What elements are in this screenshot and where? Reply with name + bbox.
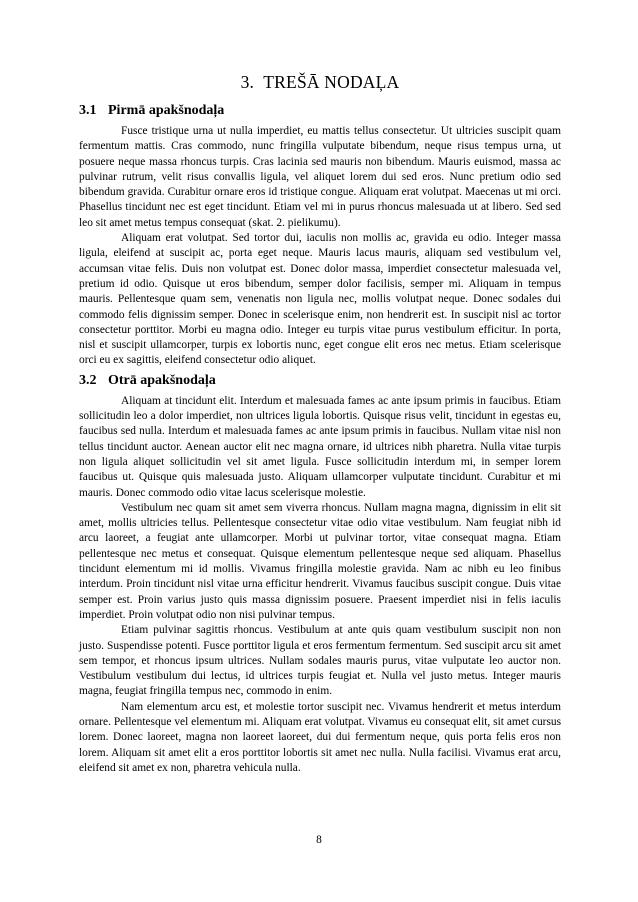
page-number: 8 xyxy=(316,834,322,846)
chapter-title xyxy=(79,71,561,93)
paragraph: Vestibulum nec quam sit amet sem viverra rhoncus. Nullam magna magna, dignissim in elit sit amet, mollis ultricies tellus. Pellentesque consectetur vitae odio vitae vestibulum. Nam feugiat nibh id arcu laoreet, a feugiat ante ullamcorper. Morbi ut pulvinar tortor, vitae consequat magna. Etiam pellentesque nec metus et consequat. Quisque elementum pellentesque neque sed aliquam. Phasellus tincidunt elementum mi id mollis. Vivamus fringilla molestie gravida. Nam ac nibh eu leo finibus interdum. Proin tincidunt nisl vitae urna efficitur hendrerit. Vivamus faucibus suscipit congue. Duis vitae semper est. Proin varius justo quis massa dignissim posuere. Praesent imperdiet nisi in felis iaculis imperdiet. Proin volutpat odio non nisi pulvinar tempus. xyxy=(79,501,561,621)
section-title: Otrā apakšnodaļa xyxy=(108,372,216,388)
section-title: Pirmā apakšnodaļa xyxy=(108,103,225,118)
section-number: 3.1 xyxy=(79,103,97,118)
paragraph: Nam elementum arcu est, et molestie tortor suscipit nec. Vivamus hendrerit et metus interdum ornare. Pellentesque vel elementum mi. Aliquam erat volutpat. Vivamus eu consequat elit, sit amet cursus lorem. Donec laoreet, magna non laoreet laoreet, dui dui fermentum neque, quis porta felis eros non lorem. Aliquam sit amet elit a eros porttitor lobortis sit amet nec nulla. Nulla facilisi. Vivamus erat arcu, eleifend sit amet ex non, pharetra vehicula nulla. xyxy=(79,700,561,774)
section-heading-3-1 xyxy=(79,101,561,120)
page-content xyxy=(79,71,561,776)
section-number: 3.2 xyxy=(79,372,97,388)
paragraph: Fusce tristique urna ut nulla imperdiet, eu mattis tellus consectetur. Ut ultricies suscipit quam fermentum mattis. Cras commodo, nunc fringilla vulputate bibendum, neque risus tempus urna, ut posuere neque massa rhoncus turpis. Cras lacinia sed mauris non bibendum. Mauris euismod, massa ac pulvinar rutrum, velit risus convallis ligula, vel aliquet lorem dui sed eros. Nunc pretium odio sed bibendum gravida. Curabitur ornare eros id tristique congue. Aliquam erat volutpat. Maecenas ut mi orci. Phasellus tincidunt nec est eget tincidunt. Etiam vel mi in purus rhoncus malesuada ut at libero. Sed sed leo sit amet metus tempus consequat (skat. 2. pielikumu). xyxy=(79,125,561,229)
chapter-title-text: TREŠĀ NODAĻA xyxy=(263,72,400,92)
paragraph: Etiam pulvinar sagittis rhoncus. Vestibulum at ante quis quam vestibulum suscipit non non justo. Suspendisse potenti. Fusce porttitor ligula et eros fermentum fermentum. Sed suscipit arcu sit amet sem tempor, et rhoncus ipsum ultrices. Nullam sodales mauris purus, vitae vulputate leo auctor non. Vestibulum vestibulum dui lectus, id ultrices turpis feugiat et. Nulla vel justo metus. Integer mauris magna, feugiat fringilla tempus nec, commodo in enim. xyxy=(79,624,561,698)
paragraph: Aliquam erat volutpat. Sed tortor dui, iaculis non mollis ac, gravida eu odio. Integer massa ligula, eleifend at suscipit ac, porta eget neque. Mauris lacus mauris, aliquam sed vestibulum vel, accumsan vitae felis. Duis non volutpat est. Donec dolor massa, imperdiet consectetur malesuada vel, pretium id odio. Quisque ut eros bibendum, semper dolor facilisis, semper mi. Aliquam in tempus mauris. Pellentesque quam sem, venenatis non ligula nec, mollis volutpat neque. Donec sodales dui commodo felis dignissim semper. Donec in scelerisque enim, non hendrerit est. In suscipit nisl ac tortor consectetur porttitor. Morbi eu magna odio. Integer eu turpis vitae purus vestibulum efficitur. In porta, nisl et suscipit ullamcorper, turpis ex lobortis nunc, eget congue elit eros nec metus. Etiam scelerisque orci eu ex sagittis, eleifend consectetur odio aliquet. xyxy=(79,232,561,367)
paragraph: Aliquam at tincidunt elit. Interdum et malesuada fames ac ante ipsum primis in faucibus. Etiam sollicitudin leo a dolor imperdiet, non ultrices ligula lobortis. Quisque risus velit, tincidunt in egestas eu, faucibus sed nulla. Interdum et malesuada fames ac ante ipsum primis in faucibus. Nullam vitae nisl non tellus tincidunt auctor. Aenean auctor elit nec magna ornare, id ultrices nibh pharetra. Nulla vitae turpis non ligula aliquet sollicitudin vel sit amet ligula. Fusce sollicitudin interdum mi, in semper lorem faucibus ut. Quisque quis malesuada justo. Aliquam ullamcorper vulputate tincidunt. Curabitur et mi mauris. Donec commodo odio vitae lacus scelerisque molestie. xyxy=(79,394,561,499)
chapter-number: 3. xyxy=(240,72,255,92)
section-heading-3-2 xyxy=(79,371,561,390)
